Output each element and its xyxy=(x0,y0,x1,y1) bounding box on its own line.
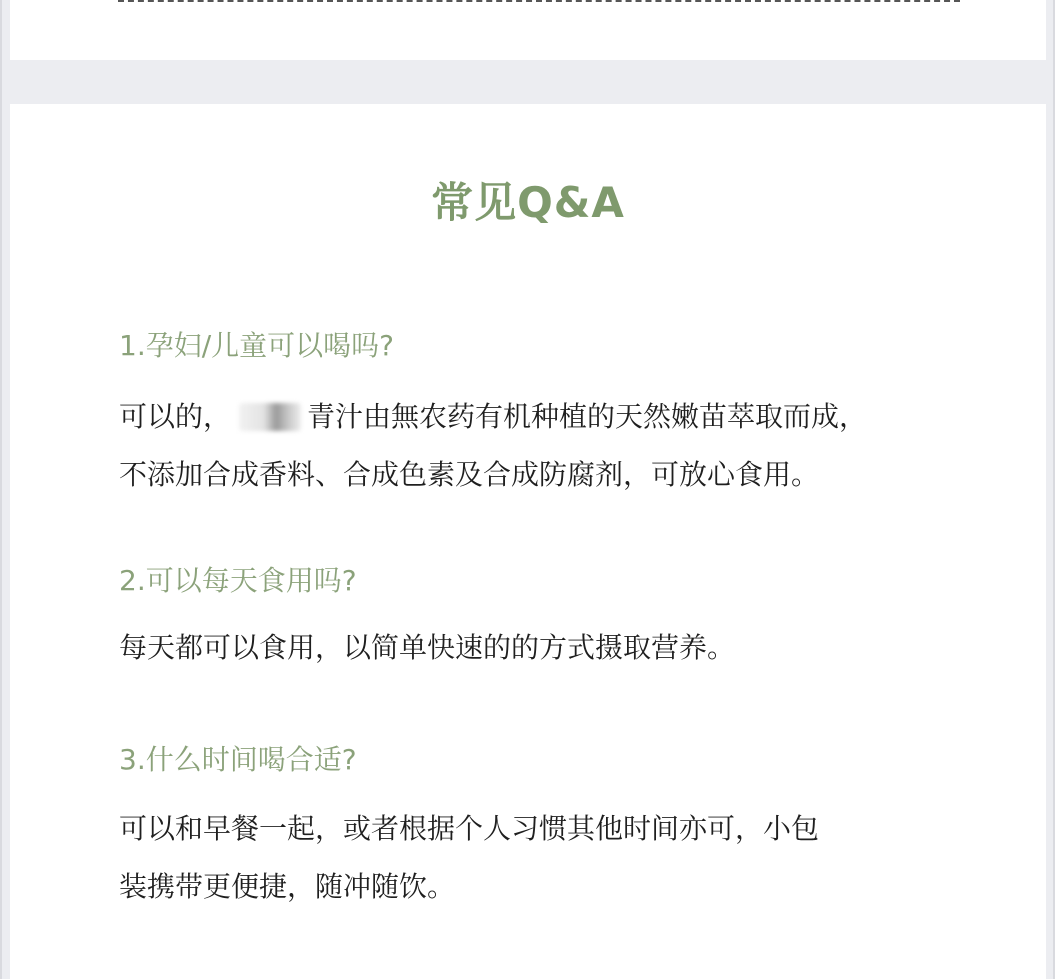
question-2: 2.可以每天食用吗? xyxy=(119,564,357,597)
answer-1 xyxy=(119,388,969,504)
blurred-brand-mark xyxy=(239,403,301,431)
answer-2-line-1: 每天都可以食用，以简单快速的的方式摄取营养。 xyxy=(119,631,736,664)
section-title: 常见Q&A xyxy=(431,178,625,227)
qa-section-card xyxy=(10,104,1046,979)
question-1: 1.孕妇/儿童可以喝吗? xyxy=(119,329,395,362)
answer-1-line-2: 不添加合成香料、合成色素及合成防腐剂，可放心食用。 xyxy=(119,458,820,491)
answer-2 xyxy=(119,619,969,677)
frame-edge-left xyxy=(0,0,2,979)
answer-1-text-rest: 青汁由無农药有机种植的天然嫩苗萃取而成， xyxy=(307,400,868,433)
dashed-divider xyxy=(118,0,960,2)
answer-1-line-1 xyxy=(119,388,969,446)
previous-section-card xyxy=(10,0,1046,60)
answer-3 xyxy=(119,800,969,916)
question-3: 3.什么时间喝合适? xyxy=(119,743,357,776)
answer-1-text-start: 可以的， xyxy=(119,400,232,433)
answer-3-line-1: 可以和早餐一起，或者根据个人习惯其他时间亦可，小包 xyxy=(119,812,820,845)
answer-3-line-2: 装携带更便捷，随冲随饮。 xyxy=(119,870,456,903)
